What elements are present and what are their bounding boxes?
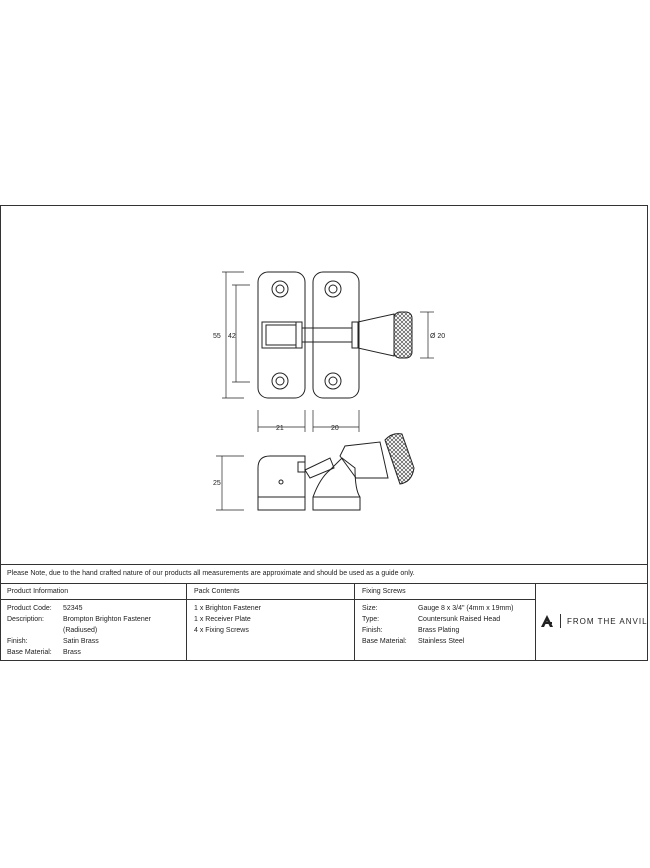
dim-height-outer: 55 (213, 333, 221, 340)
pack-contents-list (194, 603, 261, 636)
finish-row: Finish: Satin Brass (7, 638, 99, 645)
measurement-note: Please Note, due to the hand crafted nature of our products all measurements are approximate and should be used as a guide only. (7, 570, 415, 577)
left-plate-top-view (258, 272, 305, 398)
description-row-cont: (Radiused) (63, 627, 98, 634)
product-information-column (0, 584, 187, 661)
product-code-row: Product Code: 52345 (7, 605, 83, 612)
right-block-side-view (305, 434, 414, 510)
base-material-row: Base Material: Brass (7, 649, 81, 656)
dim-height-inner: 42 (228, 333, 236, 340)
brand-logo (540, 614, 648, 628)
description-row: Description: Brompton Brighton Fastener (7, 616, 151, 623)
brand-name: FROM THE ANVIL (567, 616, 648, 626)
technical-drawing (0, 205, 650, 565)
right-plate-top-view (302, 272, 359, 398)
pack-contents-heading: Pack Contents (194, 588, 240, 595)
note-row (0, 564, 648, 584)
screw-size-row: Size: Gauge 8 x 3/4" (4mm x 19mm) (362, 605, 514, 612)
dim-diameter: Ø 20 (430, 333, 446, 340)
dim-side-height: 25 (213, 480, 221, 487)
list-item: 1 x Brighton Fastener (194, 605, 261, 612)
dim-width-left: 21 (276, 425, 284, 432)
fixing-screws-column (355, 584, 536, 661)
anvil-a-logo-icon (540, 614, 554, 628)
fixing-screws-heading: Fixing Screws (362, 588, 406, 595)
list-item: 1 x Receiver Plate (194, 616, 251, 623)
screw-finish-row: Finish: Brass Plating (362, 627, 460, 634)
pack-contents-column (187, 584, 355, 661)
dim-width-right: 20 (331, 425, 339, 432)
list-item: 4 x Fixing Screws (194, 627, 249, 634)
product-info-heading: Product Information (7, 588, 69, 595)
knob-top-view (358, 312, 412, 358)
screw-type-row: Type: Countersunk Raised Head (362, 616, 501, 623)
left-block-side-view (258, 456, 305, 510)
screw-material-row: Base Material: Stainless Steel (362, 638, 465, 645)
